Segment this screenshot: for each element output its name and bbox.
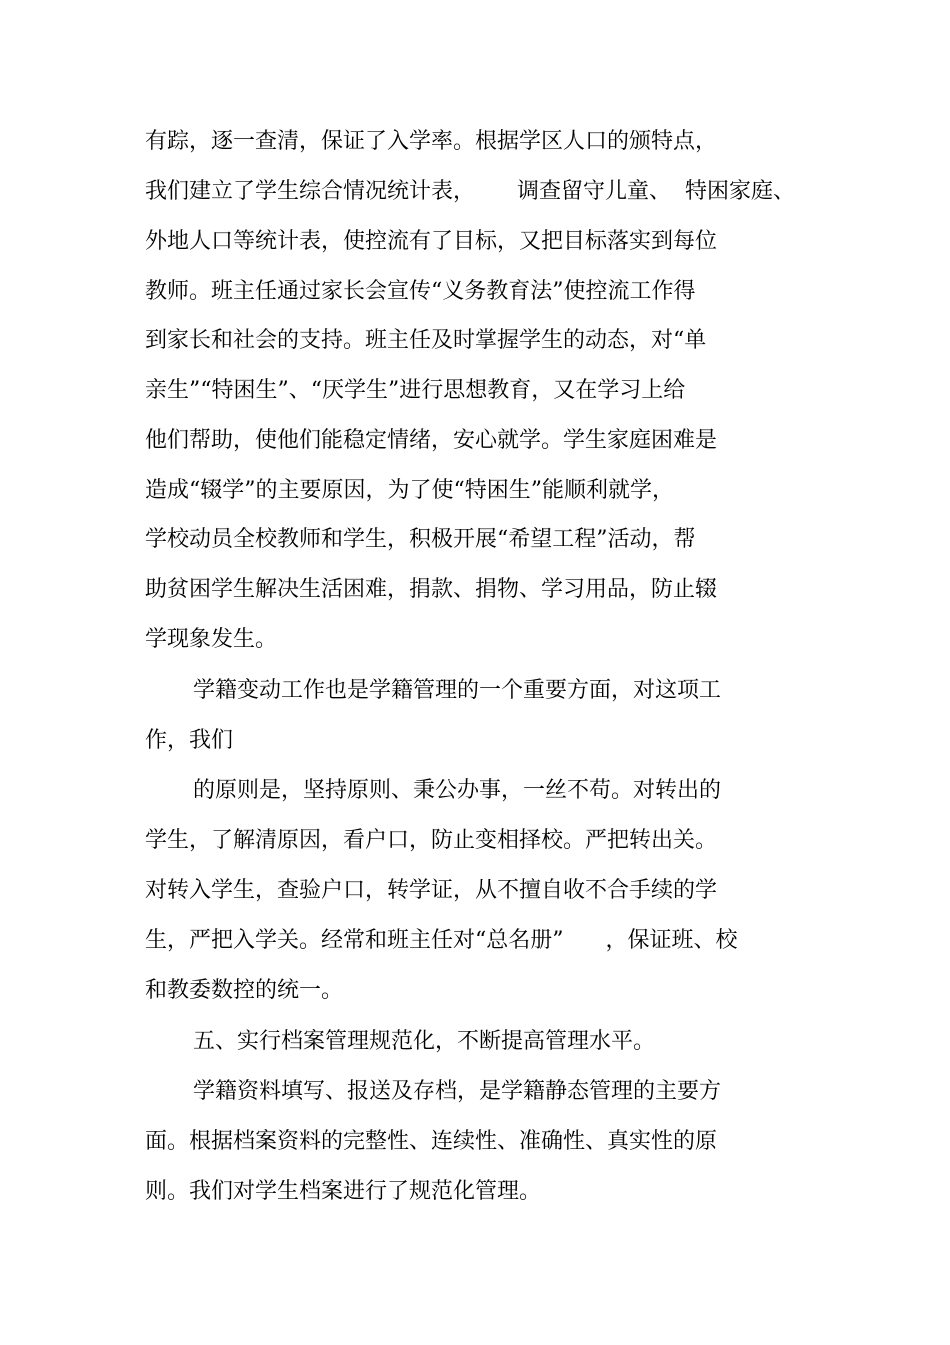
text-line: 助贫困学生解决生活困难，捐款、捐物、学习用品，防止辍 (145, 577, 718, 602)
text-line: 有踪，逐一查清，保证了入学率。根据学区人口的颁特点， (145, 129, 718, 154)
text-line: 外地人口等统计表，使控流有了目标，又把目标落实到每位 (145, 229, 718, 254)
text-line: 到家长和社会的支持。班主任及时掌握学生的动态，对“单 (145, 328, 707, 353)
text-line: 则。我们对学生档案进行了规范化管理。 (145, 1179, 542, 1204)
text-line: 对转入学生，查验户口，转学证，从不擅自收不合手续的学 (145, 878, 718, 903)
text-line: 生，严把入学关。经常和班主任对“总名册” ，保证班、校 (145, 928, 738, 953)
text-line: 和教委数控的统一。 (145, 978, 344, 1003)
text-line: 学校动员全校教师和学生，积极开展“希望工程”活动，帮 (145, 527, 696, 552)
text-line: 教师。班主任通过家长会宣传“义务教育法”使控流工作得 (145, 279, 696, 304)
text-line: 造成“辍学”的主要原因，为了使“特困生”能顺利就学， (145, 478, 674, 503)
paragraph-start-line: 学籍资料填写、报送及存档，是学籍静态管理的主要方 (193, 1079, 722, 1104)
text-line: 学生，了解清原因，看户口，防止变相择校。严把转出关。 (145, 828, 718, 853)
text-line: 面。根据档案资料的完整性、连续性、准确性、真实性的原 (145, 1129, 718, 1154)
text-line: 他们帮助，使他们能稳定情绪，安心就学。学生家庭困难是 (145, 428, 718, 453)
text-line: 亲生”“特困生”、“厌学生”进行思想教育，又在学习上给 (145, 378, 686, 403)
text-line: 学现象发生。 (145, 627, 278, 652)
paragraph-start-line: 学籍变动工作也是学籍管理的一个重要方面，对这项工 (193, 678, 722, 703)
text-line: 我们建立了学生综合情况统计表， 调查留守儿童、 特困家庭、 (145, 179, 795, 204)
text-line: 作，我们 (145, 728, 234, 753)
text-line-indented: 的原则是，坚持原则、秉公办事，一丝不苟。对转出的 (193, 778, 722, 803)
section-heading: 五、实行档案管理规范化，不断提高管理水平。 (193, 1029, 656, 1054)
